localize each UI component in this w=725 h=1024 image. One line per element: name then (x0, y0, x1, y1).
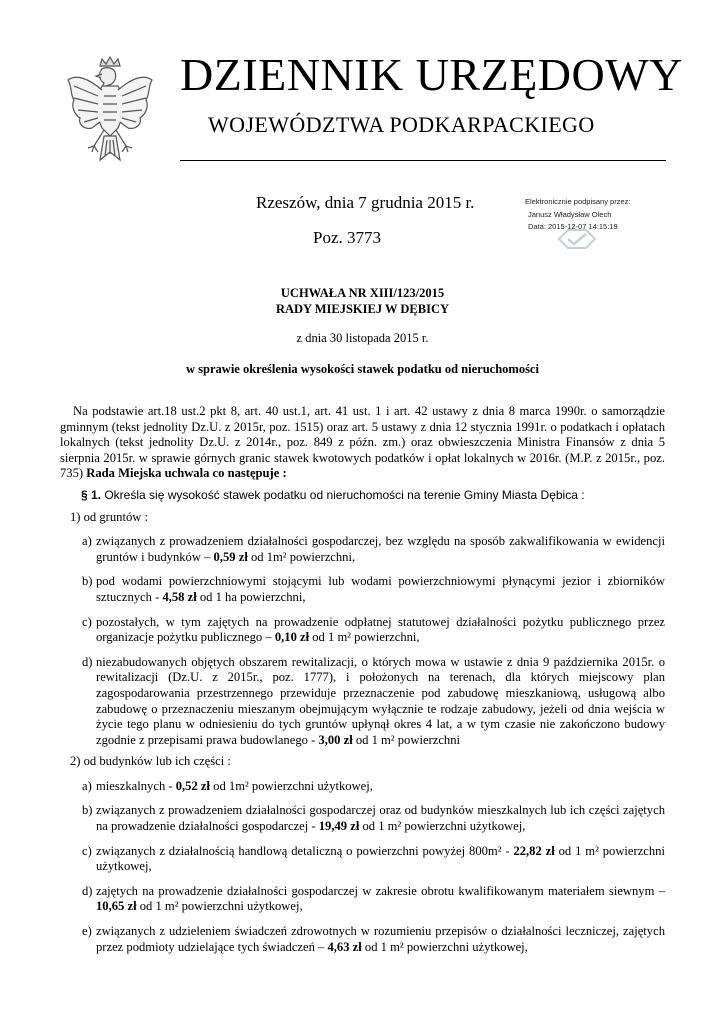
resolution-subject: w sprawie określenia wysokości stawek podatku od nieruchomości (186, 362, 539, 376)
list-item (60, 534, 665, 565)
section-1-heading: 1) od gruntów : (70, 509, 149, 524)
signature-signer: Janusz Władysław Olech (528, 209, 612, 219)
item-label: c) (82, 614, 92, 629)
item-text-post: od 1m² powierzchni użytkowej, (210, 778, 373, 793)
item-amount: 0,52 zł (175, 778, 211, 793)
item-text (96, 779, 665, 795)
item-text-post: od 1 m² powierzchni użytkowej, (359, 819, 526, 834)
list-item (60, 884, 665, 915)
paragraph-1-label: § 1. (81, 487, 102, 502)
list-item (60, 574, 665, 605)
item-label: d) (82, 654, 93, 669)
item-text-post: od 1 m² powierzchni, (309, 630, 420, 645)
list-item (60, 615, 665, 646)
item-text (96, 615, 665, 646)
item-label: d) (82, 883, 93, 898)
item-text-post: od 1 m² powierzchni użytkowej, (96, 843, 665, 874)
item-text-post: od 1m² powierzchni, (247, 549, 356, 564)
item-text-pre: pozostałych, w tym zajętych na prowadzenie odpłatnej statutowej działalności pożytku publicznego przez organizacje pożytku publicznego – (96, 614, 665, 645)
item-amount: 10,65 zł (96, 899, 137, 914)
item-text-post: od 1 m² powierzchni użytkowej, (361, 939, 528, 954)
item-text (96, 534, 665, 565)
item-text (96, 884, 665, 915)
item-label: e) (82, 924, 92, 939)
item-amount: 3,00 zł (318, 732, 353, 747)
item-label: a) (82, 534, 92, 549)
position-number: Poz. 3773 (313, 228, 381, 247)
item-text (96, 803, 665, 834)
journal-title: DZIENNIK URZĘDOWY (180, 49, 683, 100)
section-2-heading: 2) od budynków lub ich części : (70, 754, 231, 769)
paragraph-1-text: Określa się wysokość stawek podatku od nieruchomości na terenie Gminy Miasta Dębica : (101, 487, 585, 502)
item-text-pre: związanych z prowadzeniem działalności gospodarczej oraz od budynków mieszkalnych lub ich części zajętych na prowadzenie działalności gospodarczej - (96, 803, 665, 834)
resolution-council: RADY MIEJSKIEJ W DĘBICY (275, 302, 450, 316)
item-text (96, 844, 665, 875)
item-amount: 22,82 zł (513, 843, 555, 858)
place-date: Rzeszów, dnia 7 grudnia 2015 r. (256, 193, 475, 212)
intro-paragraph (60, 404, 665, 482)
list-item (60, 803, 665, 834)
electronic-signature (525, 196, 688, 234)
signature-label: Elektronicznie podpisany przez: (525, 197, 631, 206)
signature-check-icon (556, 226, 598, 252)
item-text-post: od 1 m² powierzchni (352, 732, 461, 747)
item-text (96, 924, 665, 955)
item-amount: 0,59 zł (213, 549, 248, 564)
list-item (60, 779, 665, 795)
journal-subtitle: WOJEWÓDZTWA PODKARPACKIEGO (208, 112, 595, 137)
item-text-pre: zajętych na prowadzenie działalności gospodarczej w zakresie obrotu kwalifikowanym materiałem siewnym – (96, 883, 665, 898)
item-amount: 4,58 zł (162, 589, 197, 604)
list-item (60, 844, 665, 875)
item-amount: 19,49 zł (318, 819, 360, 834)
item-text-post: od 1 m² powierzchni użytkowej, (136, 899, 303, 914)
item-text (96, 574, 665, 605)
list-item (60, 655, 665, 749)
item-text-pre: pod wodami powierzchniowymi stojącymi lub wodami powierzchniowymi płynącymi jezior i zbiorników sztucznych - (96, 574, 665, 604)
document-body (60, 404, 665, 955)
paragraph-1 (60, 488, 665, 504)
header-divider (180, 160, 666, 161)
item-text-post: od 1 ha powierzchni, (196, 589, 306, 604)
list-item (60, 924, 665, 955)
item-text-pre: związanych z prowadzeniem działalności gospodarczej, bez względu na sposób zakwalifikowania w ewidencji gruntów i budynków – (96, 534, 665, 564)
resolution-date: z dnia 30 listopada 2015 r. (296, 331, 429, 345)
item-amount: 4,63 zł (327, 939, 362, 954)
intro-bold: Rada Miejska uchwala co następuje : (86, 466, 287, 481)
item-label: a) (82, 778, 92, 793)
signature-date: Data: 2015-12-07 14:15:19 (528, 222, 618, 231)
item-text-pre: związanych z działalnością handlową detaliczną o powierzchni powyżej 800m² - (96, 843, 514, 858)
item-text-pre: mieszkalnych - (96, 778, 176, 793)
intro-text: Na podstawie art.18 ust.2 pkt 8, art. 40 ust.1, art. 41 ust. 1 i art. 42 ustawy z dnia 8 marca 1990r. o samorządzie gminnym (tekst jednolity Dz.U. z 2015r, poz. 1515) oraz art. 5 ustawy z dnia 12 stycznia 1991r. o podatkach i opłatach lokalnych (tekst jednolity Dz.U. z 2014r., poz. 849 z późn. zm.) oraz obwieszczenia Ministra Finansów z dnia 5 sierpnia 2015r. w sprawie górnych granic stawek kwotowych podatków i opłat lokalnych w 2016r. (M.P. z 2015r., poz. 735) (60, 404, 665, 481)
item-text-pre: związanych z udzieleniem świadczeń zdrowotnych w rozumieniu przepisów o działalności leczniczej, zajętych przez podmioty udzielające tych świadczeń – (96, 924, 665, 954)
item-text (96, 655, 665, 749)
item-label: b) (82, 803, 93, 818)
item-label: b) (82, 574, 93, 589)
section-2-list (60, 779, 665, 955)
resolution-number: UCHWAŁA NR XIII/123/2015 (280, 286, 445, 300)
polish-eagle-icon (62, 56, 158, 168)
item-label: c) (82, 843, 92, 858)
item-amount: 0,10 zł (274, 630, 310, 645)
section-1-list (60, 534, 665, 748)
item-text-pre: niezabudowanych objętych obszarem rewitalizacji, o których mowa w ustawie z dnia 9 października 2015r. o rewitalizacji (Dz.U. z 2015r., poz. 1777), i położonych na terenach, dla których miejscowy plan zagospodarowania przestrzennego przewiduje przeznaczenie pod zabudowę mieszkaniową, usługową albo zabudowę o przeznaczeniu mieszanym obejmującym wyłącznie te rodzaje zabudowy, jeżeli od dnia wejścia w życie tego planu w odniesieniu do tych gruntów upłynął okres 4 lat, a w tym czasie nie zakończono budowy zgodnie z przepisami prawa budowlanego - (96, 654, 665, 747)
